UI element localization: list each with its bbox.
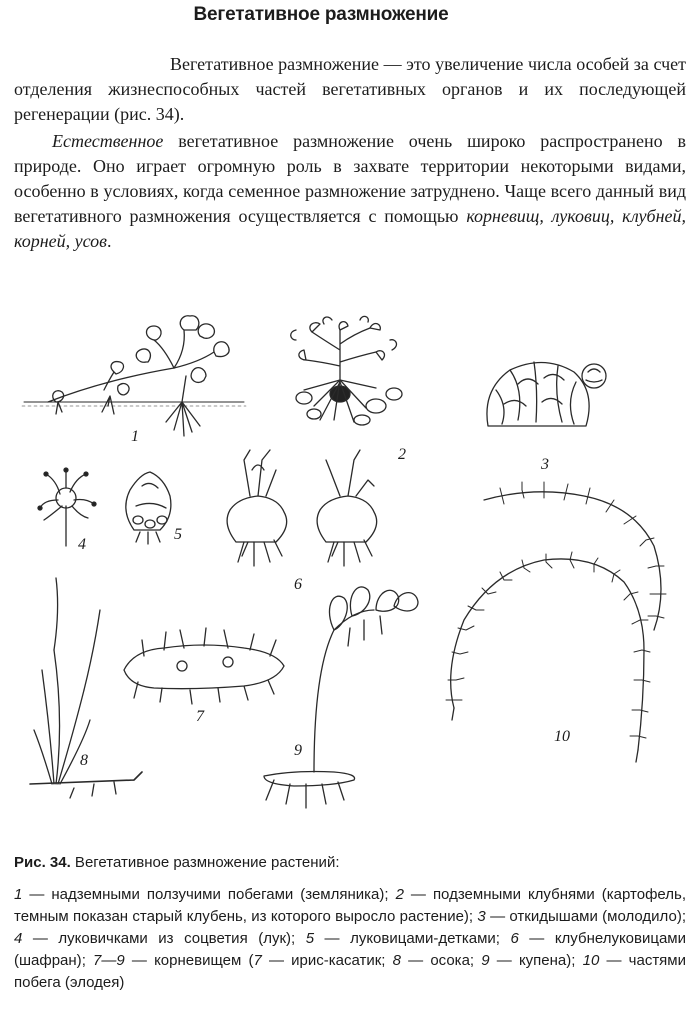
caption-item-text: луковицами-детками [350,930,496,947]
strawberry-illustration [22,316,246,436]
paragraph-text: Вегетативное размножение — это увеличение числа особей за счет отделения жизнеспособных частей вегетативных органов и их последующей регенерации (рис. 34). [14,54,686,124]
caption-item-num: 1 [14,886,23,903]
caption-item-num: 5 [305,930,315,947]
daughter-bulbs-illustration [126,472,171,544]
plant-illustrations [14,310,686,842]
caption-item-num: 3 [477,908,486,925]
caption-item-num: 7—9 [93,952,125,969]
caption-title-text: Вегетативное размножение растений: [70,854,340,871]
figure-label: 5 [174,526,182,543]
emphasis-term: Естественное [52,131,164,151]
crocus-corm-illustration [227,450,377,566]
caption-item-text: клубнелуковицами (шафран) [14,930,686,969]
paragraph-text: вегетативное размножение очень широко распространено в природе. Оно играет огромную роль в захвате территории некоторыми видами, особенно в условиях, когда семенное размножение затруднено. Чаще всего данный вид вегетативного размножения осуществляется с помощью [14,131,686,226]
solomons-seal-illustration [264,587,418,808]
figure-label: 4 [78,536,86,553]
caption-items: 1 — надземными ползучими побегами (земляника); 2 — подземными клубнями (картофель, темным показан старый клубень, из которого выросло растение); 3 — откидышами (молодило); 4 — луковичками из соцветия (лук); 5 — луковицами-детками; 6 — клубнелуковицами (шафран); 7—9 — корневищем (7 — ирис-касатик; 8 — осока; 9 — купена); 10 — частями побега (элодея) [14,886,687,991]
caption-title [14,852,686,874]
caption-item-num: 10 [582,952,600,969]
caption-item-text: надземными ползучими побегами (земляника) [51,886,385,903]
figure-label: 9 [294,742,302,759]
caption-item-num: 4 [14,930,23,947]
caption-item-num: 6 [510,930,519,947]
caption-item-text: откидышами (молодило) [509,908,682,925]
caption-ref: Рис. 34. [14,854,71,871]
caption-item-text: корневищем ( [154,952,254,969]
section-title: Вегетативное размножение [193,4,449,25]
caption-item-num: 8 [392,952,401,969]
paragraph-natural [14,129,686,254]
paragraph-text: . [107,231,112,251]
caption-item-text: ирис-касатик [291,952,382,969]
figure-label: 1 [131,428,139,445]
figure-34 [14,310,686,842]
figure-label: 2 [398,446,406,463]
figure-label: 8 [80,752,88,769]
potato-illustration [291,316,402,425]
paragraph-definition [14,52,686,127]
onion-bulbils-illustration [38,468,96,546]
figure-label: 7 [196,708,204,725]
emphasis-term: корневищ, луковиц, клубней, корней, усов [14,206,686,251]
iris-rhizome-illustration [124,628,284,704]
figure-label: 3 [541,456,549,473]
caption-item-text: купена [518,952,567,969]
elodea-illustration [446,482,666,762]
caption-item-num: 7 [253,952,262,969]
caption-item-num: 9 [481,952,490,969]
figure-caption [14,852,686,994]
figure-label: 6 [294,576,302,593]
caption-item-num: 2 [395,886,404,903]
figure-label: 10 [554,728,570,745]
houseleek-illustration [487,362,606,426]
caption-item-text: подземными клубнями (картофель, темным показан старый клубень, из которого выросло растение) [14,886,687,925]
body-text [14,52,686,254]
caption-item-text: луковичками из соцветия (лук) [58,930,292,947]
caption-item-text: частями побега (элодея) [14,952,686,991]
caption-item-text: осока [430,952,470,969]
